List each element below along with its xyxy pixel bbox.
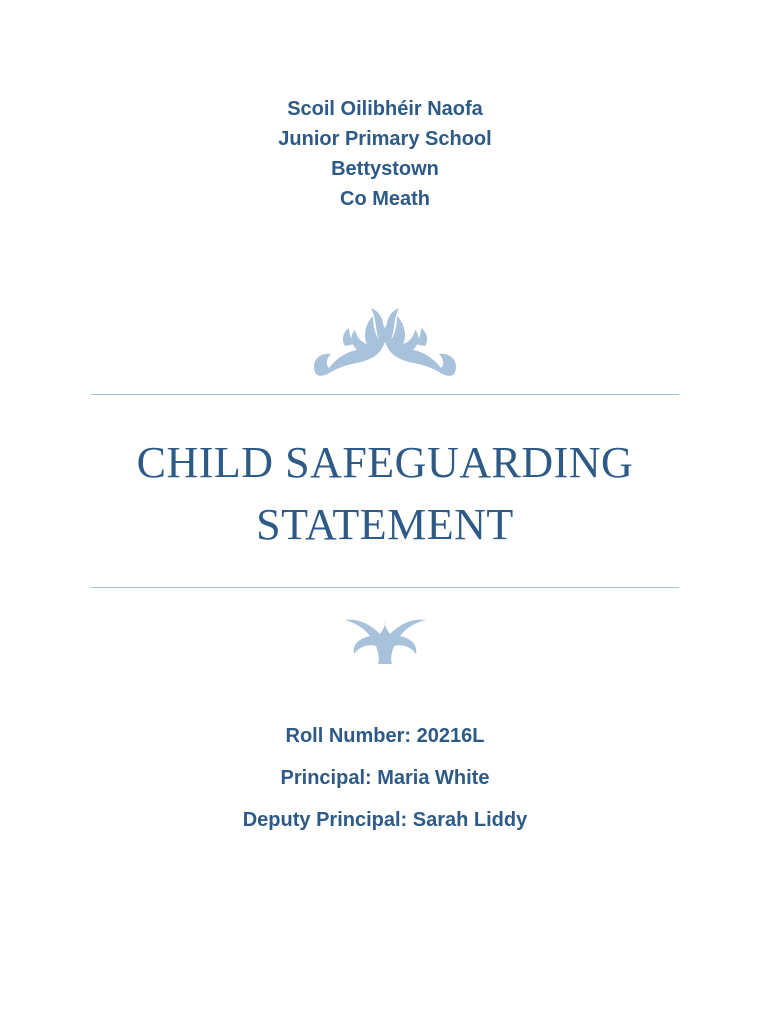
title-line-1: CHILD SAFEGUARDING [136, 438, 634, 487]
school-details [0, 718, 770, 844]
principal: Principal: Maria White [280, 767, 490, 789]
school-type: Junior Primary School [278, 128, 492, 150]
fleuron-icon [340, 614, 430, 666]
floral-flourish-icon [305, 300, 465, 384]
divider-top [91, 394, 679, 395]
divider-bottom [91, 587, 679, 588]
roll-number: Roll Number: 20216L [285, 725, 485, 747]
school-header [0, 94, 770, 214]
school-town: Bettystown [331, 158, 439, 180]
school-county: Co Meath [340, 188, 430, 210]
document-title [0, 432, 770, 556]
deputy-principal: Deputy Principal: Sarah Liddy [242, 809, 528, 831]
title-line-2: STATEMENT [256, 500, 514, 549]
school-name: Scoil Oilibhéir Naofa [287, 98, 483, 120]
